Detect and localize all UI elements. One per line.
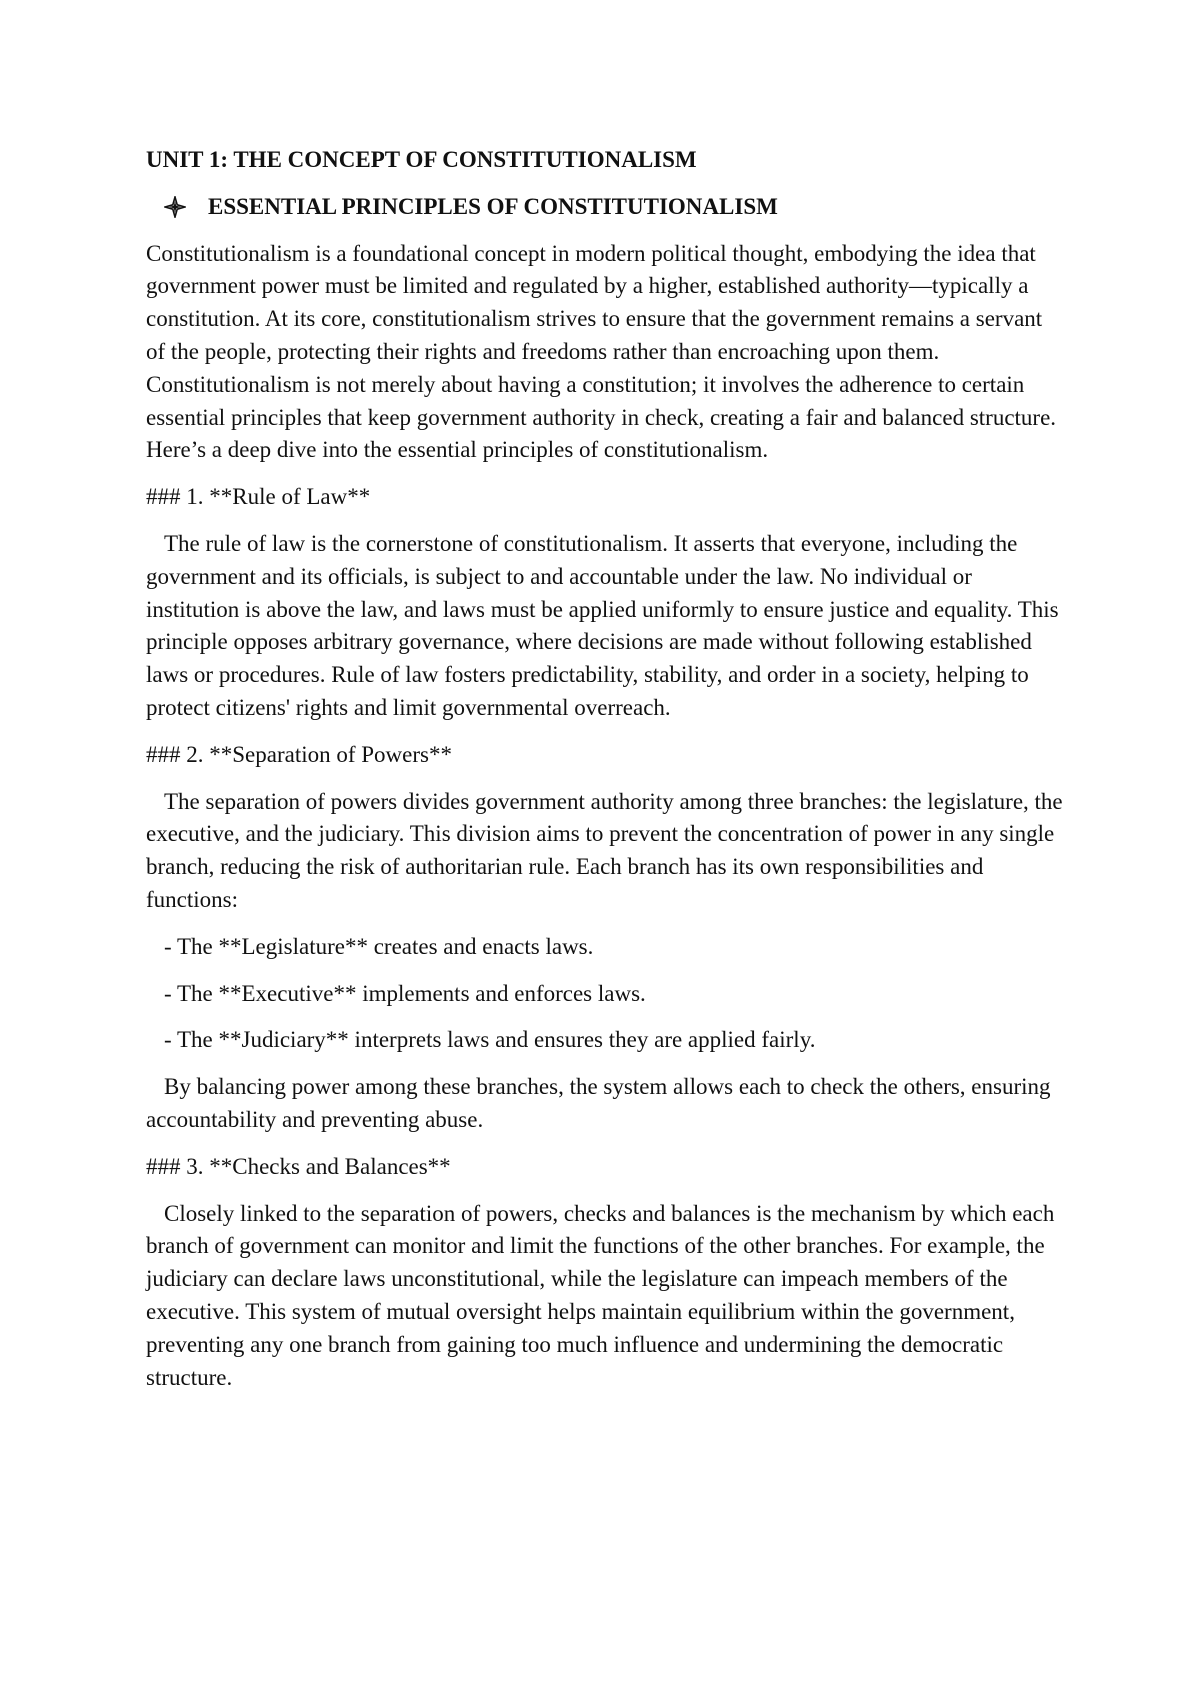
document-body (146, 144, 1066, 1408)
list-item-executive: - The **Executive** implements and enforces laws. (164, 980, 646, 1006)
section-heading (164, 191, 1066, 224)
heading-rule-of-law: ### 1. **Rule of Law** (146, 484, 371, 510)
section-title: ESSENTIAL PRINCIPLES OF CONSTITUTIONALISM (208, 193, 778, 219)
rule-of-law-paragraph: The rule of law is the cornerstone of constitutionalism. It asserts that everyone, including the government and its officials, is subject to and accountable under the law. No individual or institution is above the law, and laws must be applied uniformly to ensure justice and equality. This principle opposes arbitrary governance, where decisions are made without following established laws or procedures. Rule of law fosters predictability, stability, and order in a society, helping to protect citizens' rights and limit governmental overreach. (146, 530, 1059, 720)
list-item-legislature: - The **Legislature** creates and enacts laws. (164, 933, 594, 959)
separation-of-powers-closing: By balancing power among these branches, the system allows each to check the others, ensuring accountability and preventing abuse. (146, 1074, 1051, 1132)
checks-and-balances-paragraph: Closely linked to the separation of powers, checks and balances is the mechanism by which each branch of government can monitor and limit the functions of the other branches. For example, the judiciary can declare laws unconstitutional, while the legislature can impeach members of the executive. This system of mutual oversight helps maintain equilibrium within the government, preventing any one branch from gaining too much influence and undermining the democratic structure. (146, 1200, 1055, 1390)
four-petal-diamond-icon (164, 196, 190, 218)
heading-separation-of-powers: ### 2. **Separation of Powers** (146, 741, 452, 767)
list-item-judiciary: - The **Judiciary** interprets laws and ensures they are applied fairly. (164, 1027, 816, 1053)
unit-title: UNIT 1: THE CONCEPT OF CONSTITUTIONALISM (146, 147, 697, 172)
intro-paragraph: Constitutionalism is a foundational concept in modern political thought, embodying the idea that government power must be limited and regulated by a higher, established authority—typically a constitution. At its core, constitutionalism strives to ensure that the government remains a servant of the people, protecting their rights and freedoms rather than encroaching upon them. Constitutionalism is not merely about having a constitution; it involves the adherence to certain essential principles that keep government authority in check, creating a fair and balanced structure. Here’s a deep dive into the essential principles of constitutionalism. (146, 240, 1057, 463)
separation-of-powers-paragraph: The separation of powers divides government authority among three branches: the legislature, the executive, and the judiciary. This division aims to prevent the concentration of power in any single branch, reducing the risk of authoritarian rule. Each branch has its own responsibilities and functions: (146, 788, 1063, 912)
heading-checks-and-balances: ### 3. **Checks and Balances** (146, 1153, 451, 1179)
